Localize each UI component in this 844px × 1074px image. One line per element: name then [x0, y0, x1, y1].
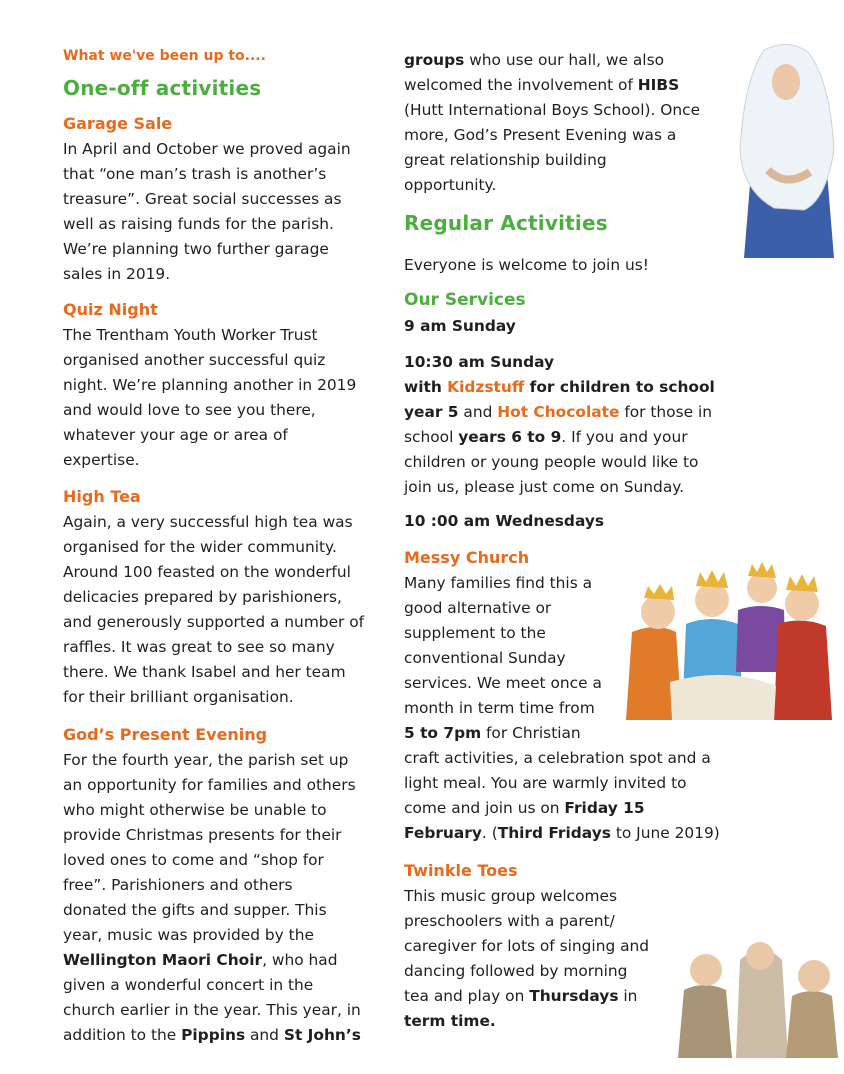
st-johns: St John’s [283, 1026, 361, 1044]
text-line: We’re planning two further garage [63, 240, 329, 258]
text-line: for their brilliant organisation. [63, 688, 294, 706]
preschool-children-image [674, 930, 840, 1058]
text-line: This music group welcomes [404, 887, 618, 905]
text-line: Many families find this a [404, 574, 593, 592]
text-line: there. We thank Isabel and her team [63, 663, 346, 681]
text-line [404, 821, 720, 846]
text-line [63, 1023, 361, 1048]
text-line: month in term time from [404, 699, 595, 717]
messy-church-title: Messy Church [404, 548, 530, 567]
text-line: expertise. [63, 451, 140, 469]
text-line: sales in 2019. [63, 265, 171, 283]
text-fragment: for children to [524, 378, 660, 396]
thursdays: Thursdays [529, 987, 619, 1005]
child-4-head [785, 587, 819, 621]
text-line: free”. Parishioners and others [63, 876, 293, 894]
text-fragment: addition to the [63, 1026, 182, 1044]
one-off-activities-heading: One-off activities [63, 76, 262, 100]
text-line: loved ones to come and “shop for [63, 851, 324, 869]
text-line [404, 721, 720, 746]
text-line: preschoolers with a parent/ [404, 912, 615, 930]
text-line: organised another successful quiz [63, 351, 326, 369]
text-line [404, 1009, 649, 1034]
text-line: provide Christmas presents for their [63, 826, 342, 844]
quiz-night-title: Quiz Night [63, 300, 158, 319]
text-line: join us, please just come on Sunday. [404, 478, 685, 496]
text-line: and would love to see you there, [63, 401, 316, 419]
garage-sale-text [63, 137, 351, 287]
regular-activities-heading: Regular Activities [404, 211, 608, 235]
text-fragment: for those in [619, 403, 712, 421]
text-fragment: . ( [481, 824, 498, 842]
text-line [404, 48, 700, 73]
text-line: opportunity. [404, 176, 497, 194]
text-line: For the fourth year, the parish set up [63, 751, 349, 769]
child-4-body [774, 620, 832, 720]
text-fragment: for Christian [481, 724, 581, 742]
twinkle-toes-title: Twinkle Toes [404, 861, 518, 880]
choir-name: Wellington Maori Choir [63, 951, 263, 969]
hibs: HIBS [637, 76, 680, 94]
preschool-children-svg [674, 930, 840, 1058]
text-fragment: . If you and your [561, 428, 688, 446]
text-fragment: to June 2019) [610, 824, 720, 842]
continued-text [404, 48, 700, 198]
manger [670, 675, 776, 720]
text-line: Around 100 feasted on the wonderful [63, 563, 351, 581]
text-line [404, 425, 715, 450]
service-9am: 9 am Sunday [404, 317, 516, 335]
text-line: good alternative or [404, 599, 552, 617]
text-fragment: , who had [262, 951, 338, 969]
face [772, 64, 800, 100]
text-fragment: and [458, 403, 498, 421]
time-bold: 5 to 7pm [404, 724, 482, 742]
text-line: that “one man’s trash is another’s [63, 165, 327, 183]
text-line: year, music was provided by the [63, 926, 314, 944]
child-a-head [690, 954, 722, 986]
text-line: raffles. It was great to see so many [63, 638, 335, 656]
gods-present-text [63, 748, 361, 1048]
text-line: conventional Sunday [404, 649, 566, 667]
text-fragment: school [659, 378, 715, 396]
service-1030-text [404, 350, 715, 500]
text-fragment: with [404, 378, 448, 396]
nativity-children-image [626, 562, 836, 720]
high-tea-text [63, 510, 364, 710]
service-wednesdays: 10 :00 am Wednesdays [404, 512, 605, 530]
text-line: treasure”. Great social successes as [63, 190, 342, 208]
text-line: The Trentham Youth Worker Trust [63, 326, 318, 344]
child-1-head [641, 595, 675, 629]
text-fragment: school [404, 428, 459, 446]
text-line: In April and October we proved again [63, 140, 351, 158]
text-line: delicacies prepared by parishioners, [63, 588, 342, 606]
text-line: Again, a very successful high tea was [63, 513, 353, 531]
text-line [404, 375, 715, 400]
text-line: who might otherwise be unable to [63, 801, 327, 819]
text-fragment: come and join us on [404, 799, 565, 817]
text-fragment: and [245, 1026, 284, 1044]
child-2-head [695, 583, 729, 617]
mary-figure-image [734, 40, 840, 258]
welcome-text: Everyone is welcome to join us! [404, 256, 649, 274]
text-line: well as raising funds for the parish. [63, 215, 334, 233]
text-line: craft activities, a celebration spot and a [404, 749, 711, 767]
text-line [404, 984, 649, 1009]
text-line [404, 73, 700, 98]
text-line: church earlier in the year. This year, in [63, 1001, 361, 1019]
text-fragment: year 5 [404, 403, 459, 421]
text-fragment: in [618, 987, 638, 1005]
groups-word: groups [404, 51, 465, 69]
nativity-children-svg [626, 562, 836, 720]
child-c-head [798, 960, 830, 992]
twinkle-toes-text [404, 884, 649, 1034]
text-line [404, 796, 720, 821]
child-a-body [678, 985, 732, 1058]
kicker-heading: What we've been up to.... [63, 48, 266, 64]
text-line: (Hutt International Boys School). Once [404, 101, 701, 119]
text-line [63, 948, 361, 973]
text-line: great relationship building [404, 151, 607, 169]
text-line: given a wonderful concert in the [63, 976, 314, 994]
text-line: children or young people would like to [404, 453, 699, 471]
text-line: light meal. You are warmly invited to [404, 774, 687, 792]
text-line: whatever your age or area of [63, 426, 288, 444]
mary-figure-svg [734, 40, 840, 258]
term-time: term time. [404, 1012, 496, 1030]
hot-chocolate: Hot Chocolate [497, 403, 620, 421]
crown-3 [748, 562, 776, 578]
third-fridays: Third Fridays [497, 824, 611, 842]
text-line: dancing followed by morning [404, 962, 628, 980]
february: February [404, 824, 482, 842]
text-line: an opportunity for families and others [63, 776, 356, 794]
our-services-title: Our Services [404, 290, 526, 310]
text-fragment: years 6 to 9 [458, 428, 562, 446]
child-b-head [746, 942, 774, 970]
text-fragment: who use our hall, we also [464, 51, 665, 69]
text-line: and generously supported a number of [63, 613, 365, 631]
pippins: Pippins [181, 1026, 246, 1044]
text-line: organised for the wider community. [63, 538, 337, 556]
text-line: night. We’re planning another in 2019 [63, 376, 357, 394]
text-fragment: tea and play on [404, 987, 530, 1005]
text-line: services. We meet once a [404, 674, 602, 692]
child-c-body [786, 991, 838, 1058]
friday-date: Friday 15 [564, 799, 645, 817]
text-line: supplement to the [404, 624, 546, 642]
text-line: caregiver for lots of singing and [404, 937, 650, 955]
kidzstuff: Kidzstuff [447, 378, 525, 396]
text-line: donated the gifts and supper. This [63, 901, 327, 919]
text-fragment: welcomed the involvement of [404, 76, 638, 94]
text-line: more, God’s Present Evening was a [404, 126, 677, 144]
text-line [404, 400, 715, 425]
high-tea-title: High Tea [63, 487, 141, 506]
service-1030: 10:30 am Sunday [404, 353, 555, 371]
gods-present-title: God’s Present Evening [63, 725, 268, 744]
garage-sale-title: Garage Sale [63, 114, 173, 133]
quiz-night-text [63, 323, 356, 473]
